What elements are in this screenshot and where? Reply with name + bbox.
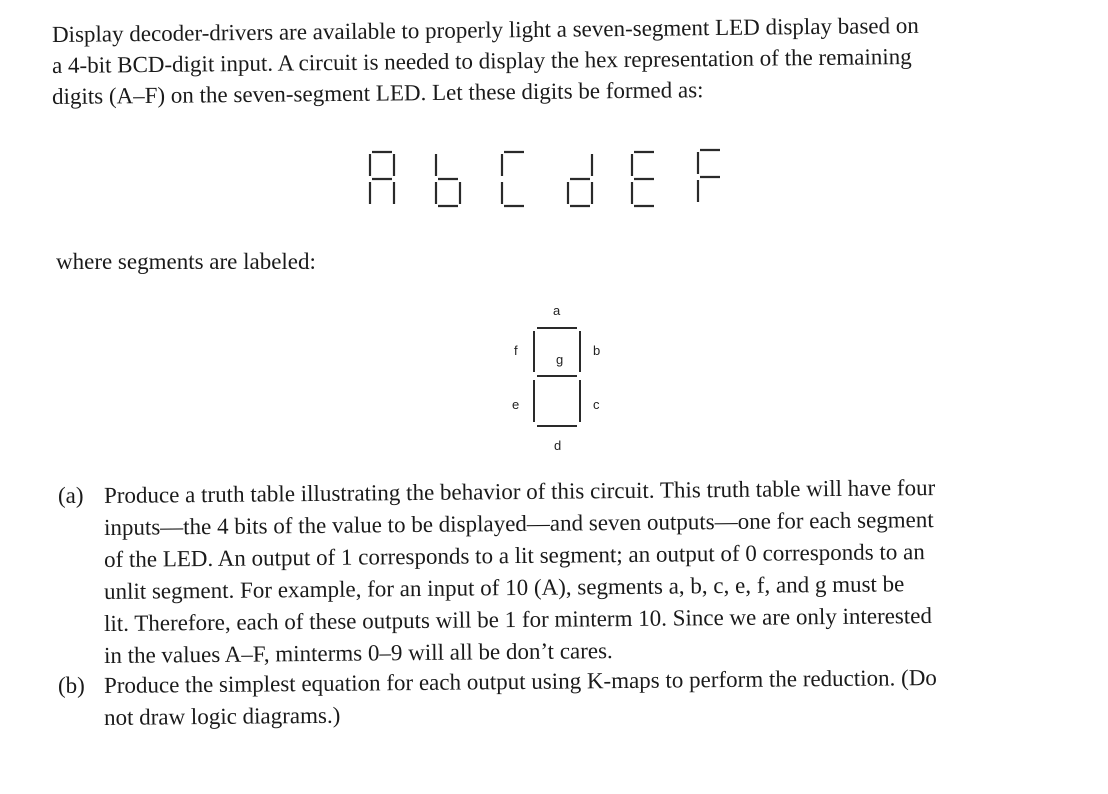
- segment-label-f: f: [514, 343, 518, 358]
- intro-line-2: a 4-bit BCD-digit input. A circuit is needed to display the hex representation of the remaining: [51, 43, 912, 78]
- digit-A-glyph: [370, 152, 394, 204]
- part-a-line-2: inputs—the 4 bits of the value to be displayed—and seven outputs—one for each segment: [103, 507, 934, 540]
- digit-C-glyph: [502, 152, 524, 206]
- digit-E-glyph: [632, 152, 654, 206]
- where-text: where segments are labeled:: [56, 249, 316, 274]
- digit-b-glyph: [436, 154, 460, 206]
- part-b-body: [103, 665, 937, 734]
- digit-F-glyph: [698, 150, 720, 202]
- hex-digit-glyphs: [360, 146, 740, 216]
- part-a-line-4: unlit segment. For example, for an input of 10 (A), segments a, b, c, e, f, and g must be: [103, 571, 905, 604]
- part-a-line-6: in the values A–F, minterms 0–9 will all be don’t cares.: [103, 638, 613, 668]
- segment-label-g: g: [556, 352, 564, 367]
- part-a-marker: (a): [58, 483, 84, 508]
- segment-label-a: a: [553, 303, 561, 318]
- segment-label-diagram: [500, 298, 620, 458]
- part-b-line-2: not draw logic diagrams.): [103, 702, 341, 730]
- part-b-marker: (b): [58, 673, 85, 698]
- intro-paragraph: [51, 12, 919, 112]
- part-a-body: [103, 475, 937, 672]
- part-a-line-1: Produce a truth table illustrating the behavior of this circuit. This truth table will have four: [103, 475, 936, 508]
- segment-label-c: c: [593, 397, 600, 412]
- part-b: [58, 665, 937, 734]
- digit-d-glyph: [568, 154, 592, 206]
- question-parts: [58, 475, 937, 734]
- intro-line-3: digits (A–F) on the seven-segment LED. Let these digits be formed as:: [51, 77, 704, 109]
- segment-label-e: e: [512, 397, 520, 412]
- segment-label-d: d: [554, 438, 562, 453]
- intro-line-1: Display decoder-drivers are available to properly light a seven-segment LED display based on: [51, 12, 919, 47]
- part-a-line-3: of the LED. An output of 1 corresponds to a lit segment; an output of 0 corresponds to an: [103, 539, 925, 572]
- part-a-line-5: lit. Therefore, each of these outputs will be 1 for minterm 10. Since we are only interested: [103, 603, 933, 636]
- segment-label-b: b: [593, 343, 601, 358]
- part-b-line-1: Produce the simplest equation for each output using K-maps to perform the reduction. (Do: [103, 665, 937, 698]
- part-a: [58, 475, 937, 672]
